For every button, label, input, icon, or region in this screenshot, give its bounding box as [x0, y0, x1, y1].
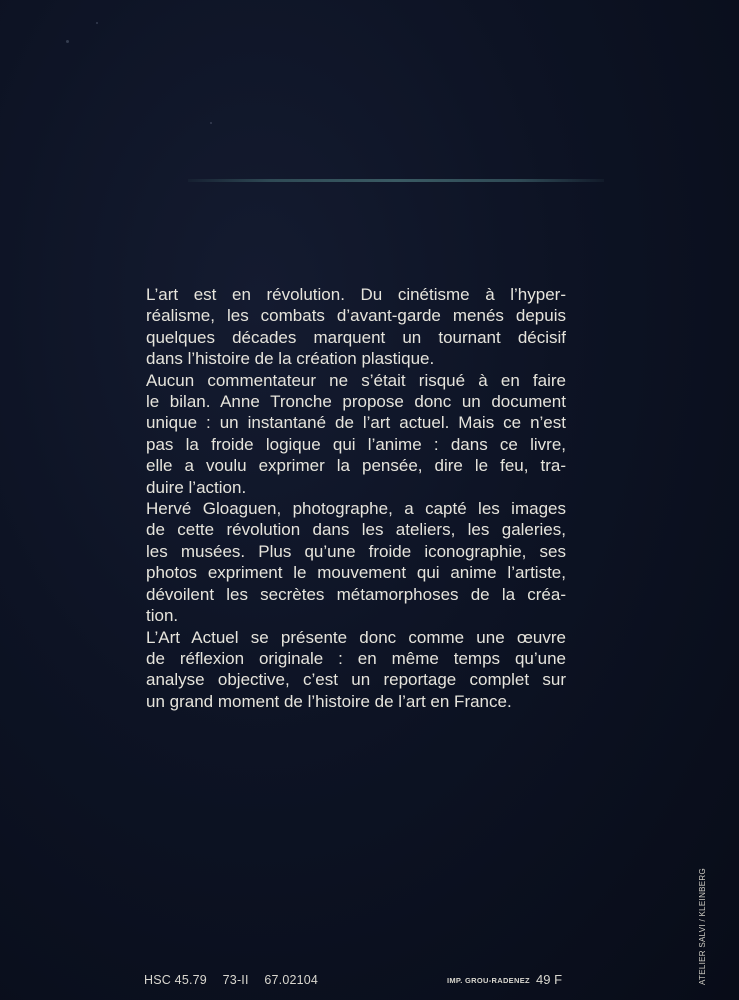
blurb-line: photos expriment le mouvement qui anime l’artiste,: [146, 563, 566, 583]
blurb-line: réalisme, les combats d’avant-garde menés depuis: [146, 306, 566, 326]
back-cover-blurb: [146, 284, 566, 712]
blurb-line: L’art est en révolution. Du cinétisme à l’hyper-: [146, 285, 566, 304]
print-speck: [66, 40, 69, 43]
blurb-line: de réflexion originale : en même temps qu’une: [146, 648, 566, 668]
blurb-line: dévoilent les secrètes métamorphoses de la créa-: [146, 584, 566, 604]
blurb-line: duire l’action.: [146, 477, 247, 497]
blurb-line: un grand moment de l’histoire de l’art en France.: [146, 691, 512, 711]
blurb-line: Hervé Gloaguen, photographe, a capté les images: [146, 499, 566, 519]
decorative-rule: [188, 179, 604, 182]
blurb-line: elle a voulu exprimer la pensée, dire le feu, tra-: [146, 456, 566, 476]
blurb-line: de cette révolution dans les ateliers, les galeries,: [146, 520, 566, 540]
hsc-code: HSC 45.79: [144, 973, 207, 987]
blurb-line: Aucun commentateur ne s’était risqué à en faire: [146, 370, 566, 390]
print-speck: [96, 22, 98, 24]
print-speck: [210, 122, 212, 124]
blurb-line: analyse objective, c’est un reportage complet sur: [146, 670, 566, 690]
catalog-codes: [144, 973, 330, 987]
blurb-line: L’Art Actuel se présente donc comme une œuvre: [146, 627, 566, 647]
catalog-number: 67.02104: [264, 973, 319, 987]
price-label: 49 F: [536, 972, 563, 987]
design-credit: ATELIER SALVI / KLEINBERG: [698, 867, 707, 985]
blurb-line: quelques décades marquent un tournant décisif: [146, 327, 566, 347]
edition-code: 73-II: [222, 973, 249, 987]
blurb-line: les musées. Plus qu’une froide iconographie, ses: [146, 541, 566, 561]
blurb-line: dans l’histoire de la création plastique.: [146, 349, 435, 369]
printer-credit: IMP. GROU-RADENEZ: [447, 976, 530, 985]
blurb-line: pas la froide logique qui l’anime : dans ce livre,: [146, 434, 566, 454]
blurb-line: tion.: [146, 606, 179, 626]
blurb-line: le bilan. Anne Tronche propose donc un document: [146, 392, 566, 412]
blurb-line: unique : un instantané de l’art actuel. Mais ce n’est: [146, 413, 566, 433]
